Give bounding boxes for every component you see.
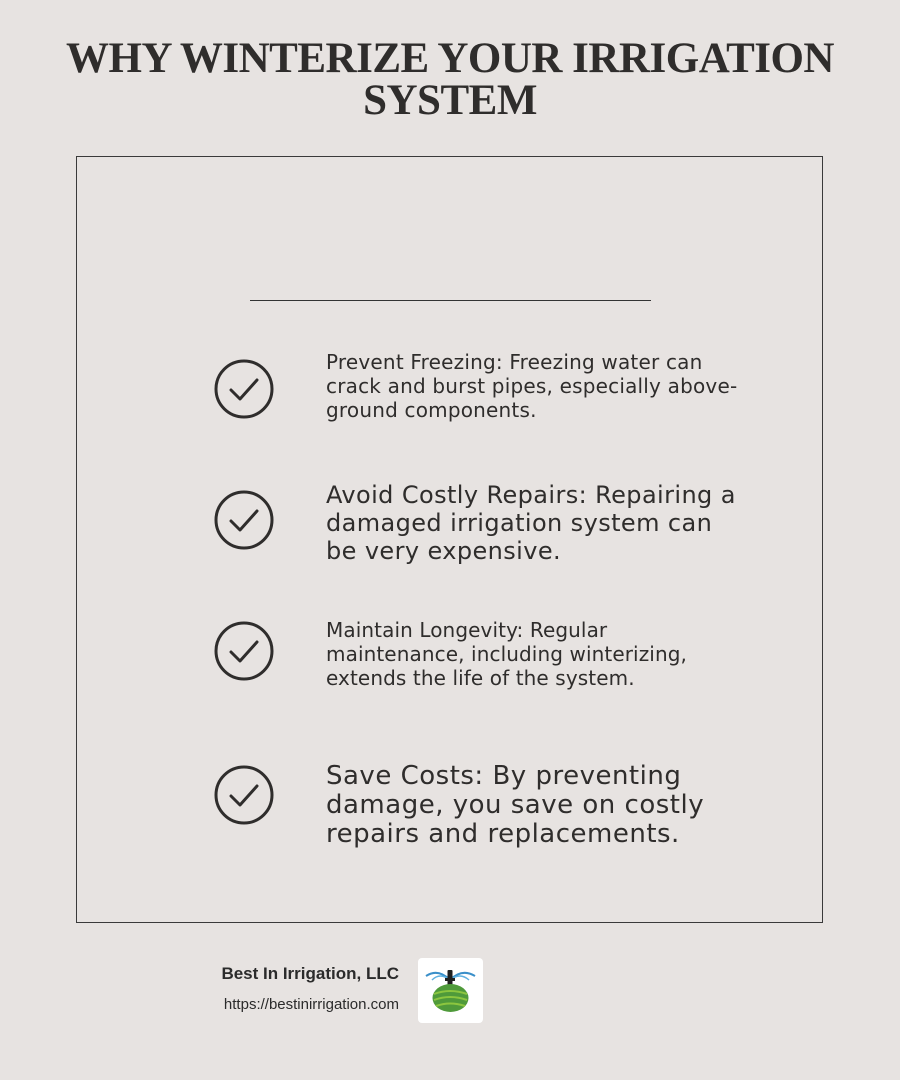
check-circle-icon <box>213 489 275 551</box>
sprinkler-field-logo[interactable] <box>418 958 483 1023</box>
item-text: Save Costs: By preventing damage, you save on costly repairs and replacements. <box>326 761 705 849</box>
check-circle-icon <box>213 620 275 682</box>
page-title: WHY WINTERIZE YOUR IRRIGATION SYSTEM <box>66 35 834 124</box>
website-link[interactable]: https://bestinirrigation.com <box>223 996 399 1013</box>
item-text: Maintain Longevity: Regular maintenance, including winterizing, extends the life of the system. <box>326 618 687 690</box>
check-circle-icon <box>213 764 275 826</box>
company-name: Best In Irrigation, LLC <box>221 964 399 983</box>
content-card <box>76 156 823 923</box>
item-text: Avoid Costly Repairs: Repairing a damaged irrigation system can be very expensive. <box>326 481 736 565</box>
item-text: Prevent Freezing: Freezing water can crack and burst pipes, especially above-ground components. <box>326 350 738 422</box>
check-circle-icon <box>213 358 275 420</box>
divider-line <box>250 300 651 301</box>
